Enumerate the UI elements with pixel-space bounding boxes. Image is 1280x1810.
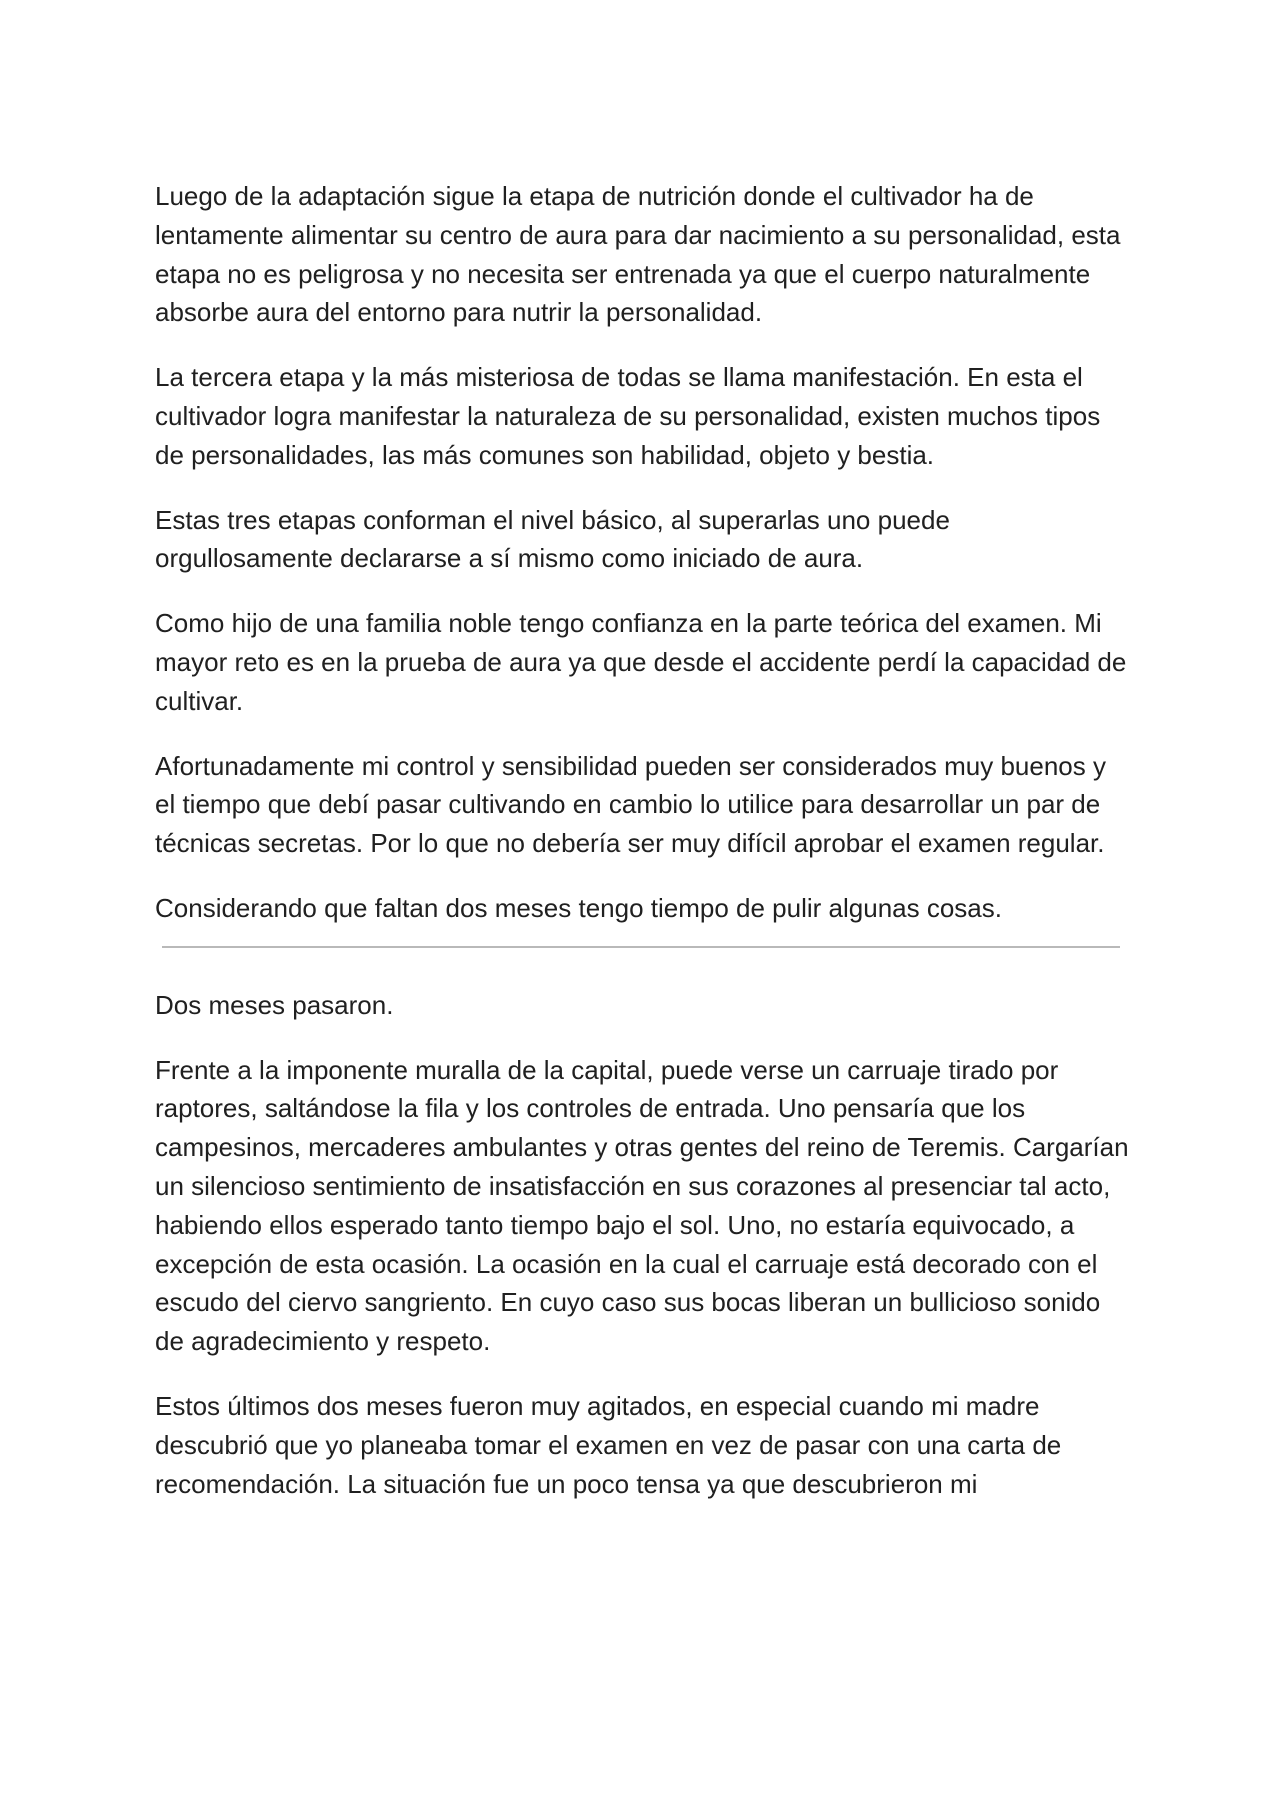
paragraph: Estas tres etapas conforman el nivel básico, al superarlas uno puede orgullosamente declararse a sí mismo como iniciado de aura. <box>155 504 950 574</box>
section-divider <box>162 946 1120 948</box>
paragraph: Dos meses pasaron. <box>155 989 394 1020</box>
paragraph: La tercera etapa y la más misteriosa de todas se llama manifestación. En esta el cultivador logra manifestar la naturaleza de su personalidad, existen muchos tipos de personalidades, las más comunes son habilidad, objeto y bestia. <box>155 362 1101 470</box>
paragraph: Frente a la imponente muralla de la capital, puede verse un carruaje tirado por raptores, saltándose la fila y los controles de entrada. Uno pensaría que los campesinos, mercaderes ambulantes y otras gentes del reino de Teremis. Cargarían un silencioso sentimiento de insatisfacción en sus corazones al presenciar tal acto, habiendo ellos esperado tanto tiempo bajo el sol. Uno, no estaría equivocado, a excepción de esta ocasión. La ocasión en la cual el carruaje está decorado con el escudo del ciervo sangriento. En cuyo caso sus bocas liberan un bullicioso sonido de agradecimiento y respeto. <box>155 1054 1129 1357</box>
paragraph: Afortunadamente mi control y sensibilidad pueden ser considerados muy buenos y el tiempo que debí pasar cultivando en cambio lo utilice para desarrollar un par de técnicas secretas. Por lo que no debería ser muy difícil aprobar el examen regular. <box>155 750 1106 859</box>
paragraph: Estos últimos dos meses fueron muy agitados, en especial cuando mi madre descubrió que yo planeaba tomar el examen en vez de pasar con una carta de recomendación. La situación fue un poco tensa ya que descubrieron mi <box>155 1390 1062 1499</box>
paragraph: Como hijo de una familia noble tengo confianza en la parte teórica del examen. Mi mayor reto es en la prueba de aura ya que desde el accidente perdí la capacidad de cultivar. <box>155 608 1127 716</box>
paragraph: Luego de la adaptación sigue la etapa de nutrición donde el cultivador ha de lentamente alimentar su centro de aura para dar nacimiento a su personalidad, esta etapa no es peligrosa y no necesita ser entrenada ya que el cuerpo naturalmente absorbe aura del entorno para nutrir la personalidad. <box>155 181 1121 328</box>
paragraph: Considerando que faltan dos meses tengo tiempo de pulir algunas cosas. <box>155 892 1002 923</box>
document-page <box>155 177 1130 1529</box>
